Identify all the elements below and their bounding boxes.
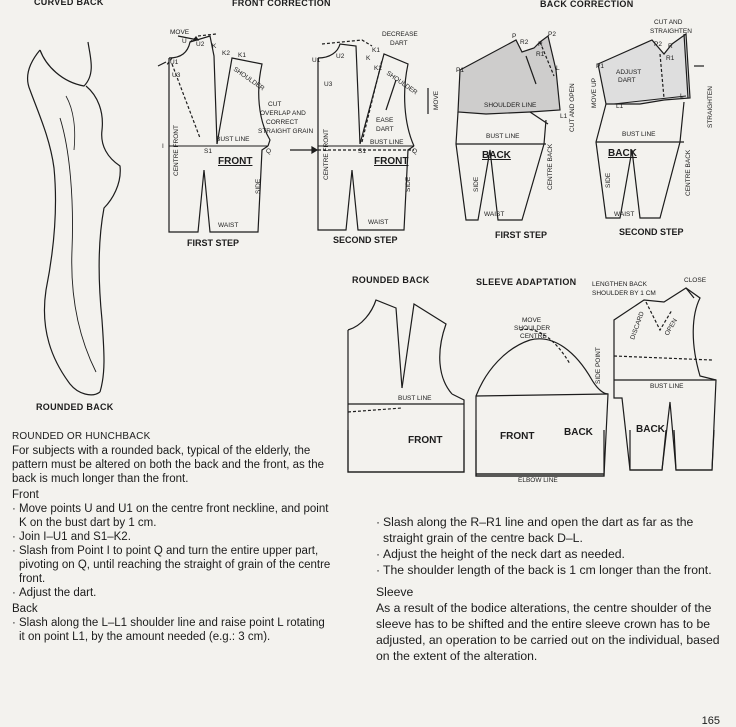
label-k2-second: K2	[374, 65, 382, 72]
label-u2: U2	[196, 41, 205, 48]
front-step-1: · Move points U and U1 on the centre front neckline, and point K on the bust dart by 1 cm.	[12, 502, 332, 530]
header-rounded-back: ROUNDED BACK	[352, 275, 430, 285]
front-step-3: · Slash from Point I to point Q and turn the entire upper part, pivoting on Q, until reaching the straight of grain of the centre front.	[12, 544, 332, 586]
label-straighten-top: STRAIGHTEN	[650, 28, 692, 35]
front-steps-list	[12, 502, 332, 600]
label-bust-line-second: BUST LINE	[370, 139, 404, 146]
label-open: OPEN	[663, 317, 679, 337]
front-second-step-pattern	[290, 40, 428, 230]
label-shoulder: SHOULDER	[231, 65, 266, 93]
label-bust-line-rounded: BUST LINE	[398, 395, 432, 402]
label-i: I	[162, 143, 164, 150]
label-p: P	[512, 33, 517, 40]
intro-paragraph: For subjects with a rounded back, typical of the elderly, the pattern must be altered on both the back and the front, as the back is much longer than the front.	[12, 445, 324, 485]
label-k-second: K	[366, 55, 371, 62]
curved-back-figure	[28, 42, 121, 395]
back-step-1: · Slash along the L–L1 shoulder line and raise point L rotating it on point L1, by the amount needed (e.g.: 3 cm).	[12, 616, 332, 644]
label-cut: CUT	[268, 101, 282, 108]
label-ease-dart: DART	[376, 126, 394, 133]
label-s1-second: S1	[358, 148, 366, 155]
label-back-second: BACK	[608, 148, 637, 159]
label-overlap-and: OVERLAP AND	[260, 110, 306, 117]
label-move: MOVE	[170, 29, 190, 36]
label-centre-front: CENTRE FRONT	[173, 125, 180, 176]
caption-front-first-step: FIRST STEP	[187, 238, 240, 248]
label-q: Q	[266, 148, 272, 155]
heading-sleeve: Sleeve	[376, 585, 414, 599]
label-waist-back-second: WAIST	[614, 211, 635, 218]
label-l: L	[556, 65, 560, 72]
label-q-second: Q	[412, 148, 418, 155]
header-sleeve-adaptation: SLEEVE ADAPTATION	[476, 277, 577, 287]
label-close: CLOSE	[684, 277, 707, 284]
label-centre-back-second: CENTRE BACK	[685, 149, 692, 196]
label-dart: DART	[390, 40, 408, 47]
right-step-2: · Adjust the height of the neck dart as needed.	[376, 546, 721, 562]
back-steps-list	[12, 616, 332, 644]
label-waist: WAIST	[218, 222, 239, 229]
label-u3: U3	[172, 72, 181, 79]
label-discard: DISCARD	[629, 310, 646, 341]
label-bust-line-back-second: BUST LINE	[622, 131, 656, 138]
header-curved-back: CURVED BACK	[34, 0, 104, 7]
label-r1-second: R1	[666, 55, 675, 62]
label-l1-second: L1	[616, 103, 624, 110]
caption-back-second-step: SECOND STEP	[619, 227, 684, 237]
back-first-step-pattern	[456, 36, 560, 220]
label-bust-line: BUST LINE	[216, 136, 250, 143]
label-u3-second: U3	[324, 81, 333, 88]
label-p1: P1	[456, 67, 464, 74]
label-front-sleeve: FRONT	[500, 431, 535, 442]
label-waist-back: WAIST	[484, 211, 505, 218]
caption-back-first-step: FIRST STEP	[495, 230, 548, 240]
label-front-rounded: FRONT	[408, 435, 443, 446]
header-back-correction: BACK CORRECTION	[540, 0, 634, 9]
heading-back: Back	[12, 603, 38, 615]
heading-front: Front	[12, 489, 39, 501]
label-front-second: FRONT	[374, 156, 409, 167]
label-k1: K1	[238, 52, 246, 59]
label-p1-second: P1	[596, 63, 604, 70]
right-steps-list	[376, 514, 721, 578]
label-k2: K2	[222, 50, 230, 57]
left-text-column	[12, 430, 332, 644]
sleeve-paragraph: As a result of the bodice alterations, the centre shoulder of the sleeve has to be shifted and the entire sleeve crown has to be adjusted, an operation to be carried out on the individual, based on the extent of the alteration.	[376, 601, 720, 663]
sleeve-pattern	[476, 329, 608, 476]
label-lengthen-back-2: SHOULDER BY 1 CM	[592, 290, 656, 297]
label-l-second: L	[680, 93, 684, 100]
caption-rounded-back-figure: ROUNDED BACK	[36, 402, 114, 412]
label-back: BACK	[482, 150, 511, 161]
label-adjust-dart: DART	[618, 77, 636, 84]
label-shoulder-second: SHOULDER	[384, 69, 419, 97]
heading-rounded-hunchback: ROUNDED OR HUNCHBACK	[12, 431, 151, 442]
right-text-column	[376, 514, 721, 665]
label-p2-second: P2	[654, 41, 662, 48]
label-side-point: SIDE POINT	[595, 347, 602, 384]
label-r2: R2	[520, 39, 529, 46]
label-correct: CORRECT	[266, 119, 299, 126]
label-cut-and-open: CUT AND OPEN	[569, 83, 576, 132]
label-move-up: MOVE UP	[591, 78, 598, 108]
label-l1: L1	[560, 113, 568, 120]
front-step-2: · Join I–U1 and S1–K2.	[12, 530, 332, 544]
label-side-second: SIDE	[405, 176, 412, 192]
label-waist-second: WAIST	[368, 219, 389, 226]
label-move-shoulder-2: SHOULDER	[514, 325, 551, 332]
label-move-vertical: MOVE	[433, 90, 440, 110]
label-side-back-second: SIDE	[605, 172, 612, 188]
label-straight-grain: STRAIGHT GRAIN	[258, 128, 314, 135]
label-adjust: ADJUST	[616, 69, 642, 76]
right-step-3: · The shoulder length of the back is 1 cm longer than the front.	[376, 562, 721, 578]
label-u: U	[182, 38, 187, 45]
label-back-rounded: BACK	[636, 424, 665, 435]
front-step-4: · Adjust the dart.	[12, 586, 332, 600]
label-r-second: R	[668, 43, 673, 50]
label-u1: U1	[170, 59, 179, 66]
header-front-correction: FRONT CORRECTION	[232, 0, 331, 8]
label-k: K	[212, 43, 217, 50]
label-move-shoulder-1: MOVE	[522, 317, 542, 324]
caption-front-second-step: SECOND STEP	[333, 235, 398, 245]
label-front: FRONT	[218, 156, 253, 167]
label-back-sleeve: BACK	[564, 427, 593, 438]
label-lengthen-back-1: LENGTHEN BACK	[592, 281, 647, 288]
label-s1: S1	[204, 148, 212, 155]
label-side-back: SIDE	[473, 176, 480, 192]
label-r1: R1	[536, 51, 545, 58]
label-u1-second: U1	[312, 57, 321, 64]
label-r: R	[538, 41, 543, 48]
label-bust-line-back: BUST LINE	[486, 133, 520, 140]
right-step-1: · Slash along the R–R1 line and open the dart as far as the straight grain of the centre back D–L.	[376, 514, 721, 546]
rounded-back-back-pattern	[614, 288, 716, 470]
label-decrease: DECREASE	[382, 31, 418, 38]
page-number: 165	[701, 715, 720, 727]
label-p2: P2	[548, 31, 556, 38]
label-move-shoulder-3: CENTRE	[520, 333, 547, 340]
label-cut-and: CUT AND	[654, 19, 683, 26]
label-k1-second: K1	[372, 47, 380, 54]
label-ease: EASE	[376, 117, 394, 124]
label-u2-second: U2	[336, 53, 345, 60]
label-bust-line-rounded-back: BUST LINE	[650, 383, 684, 390]
rounded-back-front-pattern	[348, 300, 464, 472]
label-side: SIDE	[255, 178, 262, 194]
label-straighten-side: STRAIGHTEN	[707, 86, 714, 128]
label-elbow-line: ELBOW LINE	[518, 477, 558, 484]
label-shoulder-line: SHOULDER LINE	[484, 102, 537, 109]
label-centre-front-second: CENTRE FRONT	[323, 129, 330, 180]
label-centre-back: CENTRE BACK	[547, 143, 554, 190]
